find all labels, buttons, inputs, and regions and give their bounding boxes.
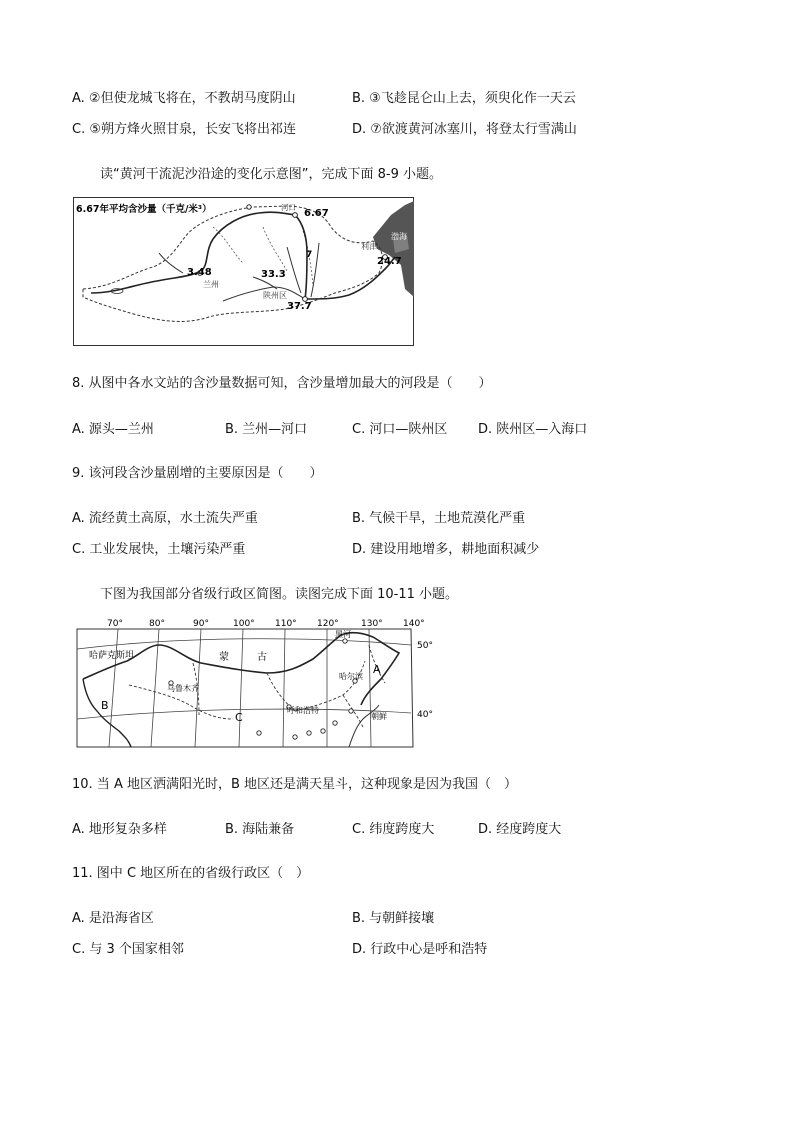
- q11-stem: 11. 图中 C 地区所在的省级行政区（ ）: [72, 866, 310, 881]
- lon-tick: 130°: [361, 619, 383, 629]
- kazakhstan-label: 哈萨克斯坦: [89, 651, 135, 661]
- lat-tick: 40°: [417, 710, 433, 720]
- q7-option-c: C. ⑤朔方烽火照甘泉，长安飞将出祁连: [72, 122, 296, 137]
- q9-option-a: A. 流经黄土高原，水土流失严重: [72, 511, 258, 526]
- q9-option-b: B. 气候干旱，土地荒漠化严重: [352, 511, 526, 526]
- bohai-label: 渤海: [391, 232, 407, 241]
- q7-option-a: A. ②但使龙城飞将在，不教胡马度阴山: [72, 91, 296, 106]
- lijin-value: 24.7: [377, 256, 402, 267]
- q8-option-b: B. 兰州—河口: [225, 422, 308, 437]
- q9-option-c: C. 工业发展快，土壤污染严重: [72, 542, 246, 557]
- hohhot-label: 呼和浩特: [287, 706, 319, 715]
- q11-option-a: A. 是沿海省区: [72, 911, 154, 926]
- urumqi-label: 乌鲁木齐: [167, 684, 199, 693]
- city-marker: [333, 721, 337, 725]
- q11-option-d: D. 行政中心是呼和浩特: [352, 942, 488, 957]
- korea-label: 朝鲜: [371, 712, 387, 721]
- q9-option-d: D. 建设用地增多，耕地面积减少: [352, 542, 540, 557]
- city-marker: [257, 731, 261, 735]
- lat-tick: 50°: [417, 641, 433, 651]
- lon-tick: 100°: [233, 619, 255, 629]
- city-marker: [321, 729, 325, 733]
- city-marker: [349, 709, 353, 713]
- lanzhou-label: 兰州: [203, 280, 219, 289]
- q10-option-b: B. 海陆兼备: [225, 822, 295, 837]
- svg-text:7: 7: [306, 250, 313, 260]
- lijin-label: 利津: [361, 242, 377, 251]
- region-a-label: A: [373, 663, 381, 676]
- hekou-station-marker: [293, 213, 298, 218]
- q7-option-b: B. ③飞趁昆仑山上去，须臾化作一天云: [352, 91, 576, 106]
- heihe-label: 黑河: [335, 630, 351, 639]
- q10-stem: 10. 当 A 地区洒满阳光时，B 地区还是满天星斗，这种现象是因为我国（ ）: [72, 777, 518, 792]
- q8-option-c: C. 河口—陕州区: [352, 422, 448, 437]
- shanzhou-value: 37.7: [287, 301, 312, 312]
- middle-value: 33.3: [261, 269, 286, 280]
- q9-stem: 9. 该河段含沙量剧增的主要原因是（ ）: [72, 466, 323, 481]
- mongolia-label: 古: [257, 652, 267, 663]
- sediment-legend: 6.67年平均含沙量（千克/米³）: [76, 204, 212, 215]
- lon-tick: 120°: [317, 619, 339, 629]
- heihe-marker: [343, 639, 347, 643]
- q7-option-d: D. ⑦欲渡黄河冰塞川，将登太行雪满山: [352, 122, 577, 137]
- q10-option-c: C. 纬度跨度大: [352, 822, 435, 837]
- yellow-river-sediment-map: [73, 197, 415, 347]
- lanzhou-value: 3.48: [187, 267, 212, 278]
- q11-option-b: B. 与朝鲜接壤: [352, 911, 435, 926]
- lon-tick: 80°: [149, 619, 165, 629]
- lon-tick: 140°: [403, 619, 425, 629]
- intro-10-11: 下图为我国部分省级行政区简图。读图完成下面 10-11 小题。: [100, 587, 459, 602]
- lon-tick: 70°: [107, 619, 123, 629]
- hekou-label: 河口: [281, 203, 296, 212]
- q8-option-a: A. 源头—兰州: [72, 422, 154, 437]
- province-map: [73, 615, 443, 749]
- harbin-label: 哈尔滨: [339, 672, 363, 681]
- hekou-value: 6.67: [304, 208, 329, 219]
- q8-stem: 8. 从图中各水文站的含沙量数据可知，含沙量增加最大的河段是（ ）: [72, 376, 492, 391]
- region-c-label: C: [235, 711, 243, 724]
- mongolia-label: 蒙: [219, 652, 229, 663]
- region-b-label: B: [101, 699, 109, 712]
- intro-8-9: 读“黄河干流泥沙沿途的变化示意图”，完成下面 8-9 小题。: [100, 167, 442, 182]
- lon-tick: 110°: [275, 619, 297, 629]
- q8-option-d: D. 陕州区—入海口: [478, 422, 588, 437]
- q10-option-a: A. 地形复杂多样: [72, 822, 167, 837]
- lon-tick: 90°: [193, 619, 209, 629]
- city-marker: [293, 735, 297, 739]
- shanzhou-label: 陕州区: [263, 291, 287, 300]
- city-marker: [307, 731, 311, 735]
- q10-option-d: D. 经度跨度大: [478, 822, 562, 837]
- q11-option-c: C. 与 3 个国家相邻: [72, 942, 184, 957]
